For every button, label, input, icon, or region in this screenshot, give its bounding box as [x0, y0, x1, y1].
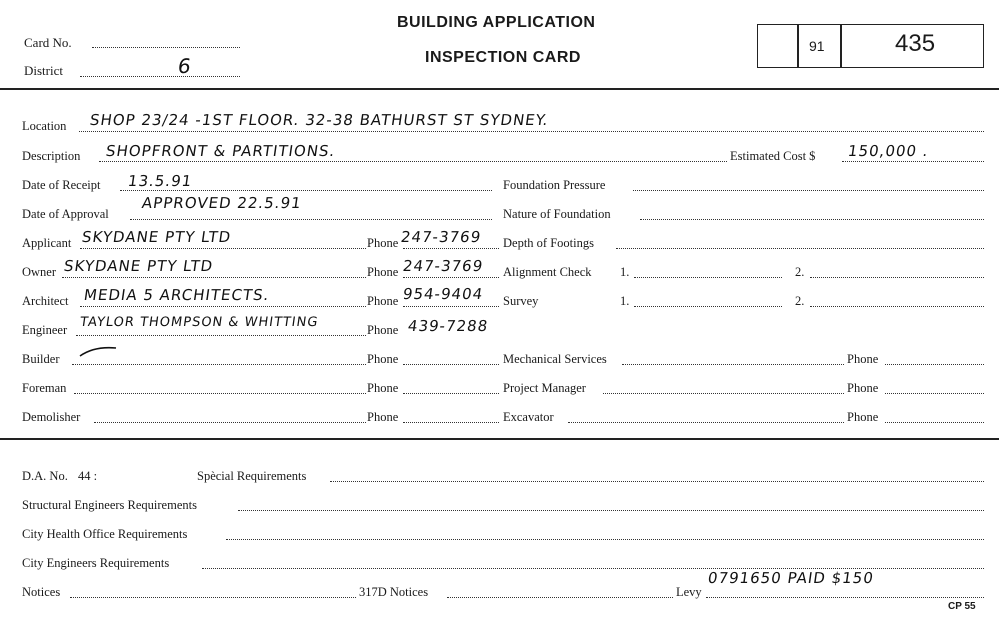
alignment-num-2: 2. [795, 265, 805, 279]
da-no-value: 44 : [78, 469, 98, 483]
survey-num-1: 1. [620, 294, 630, 308]
levy-label: Levy [676, 585, 702, 599]
location-label: Location [22, 119, 67, 133]
owner-phone-field[interactable] [403, 277, 499, 278]
excavator-field[interactable] [568, 422, 844, 423]
depth-footings-field[interactable] [616, 248, 984, 249]
box-number: 435 [895, 30, 936, 57]
alignment-check-field-2[interactable] [810, 277, 984, 278]
alignment-check-label: Alignment Check [503, 265, 592, 279]
header-rule [0, 88, 999, 90]
box-divider [840, 24, 842, 68]
owner-phone-value: 247-3769 [401, 257, 485, 275]
applicant-label: Applicant [22, 236, 72, 250]
structural-requirements-field[interactable] [238, 510, 984, 511]
box-code: 91 [809, 38, 825, 54]
levy-value: 0791650 PAID $150 [706, 569, 876, 587]
phone-label: Phone [367, 236, 399, 250]
foundation-pressure-label: Foundation Pressure [503, 178, 606, 192]
card-no-field[interactable] [92, 47, 240, 48]
foreman-phone-field[interactable] [403, 393, 499, 394]
title-line-2: INSPECTION CARD [425, 49, 581, 66]
district-label: District [24, 63, 63, 78]
phone-label: Phone [367, 410, 399, 424]
demolisher-phone-field[interactable] [403, 422, 499, 423]
engineer-phone-value: 439-7288 [406, 317, 490, 335]
architect-label: Architect [22, 294, 69, 308]
description-field[interactable] [99, 161, 727, 162]
notices-field[interactable] [70, 597, 356, 598]
builder-dash-mark [78, 344, 118, 358]
phone-label: Phone [847, 410, 879, 424]
notices-label: Notices [22, 585, 61, 599]
estimated-cost-value: 150,000 . [846, 142, 930, 160]
applicant-phone-field[interactable] [403, 248, 499, 249]
foundation-pressure-field[interactable] [633, 190, 984, 191]
date-receipt-value: 13.5.91 [126, 172, 194, 190]
box-divider [797, 24, 799, 68]
description-value: SHOPFRONT & PARTITIONS. [104, 142, 337, 160]
alignment-num-1: 1. [620, 265, 630, 279]
special-requirements-label: Spècial Requirements [197, 469, 307, 483]
excavator-phone-field[interactable] [885, 422, 984, 423]
project-manager-field[interactable] [603, 393, 844, 394]
engineer-label: Engineer [22, 323, 68, 337]
mechanical-phone-field[interactable] [885, 364, 984, 365]
depth-footings-label: Depth of Footings [503, 236, 594, 250]
estimated-cost-field[interactable] [842, 161, 984, 162]
date-approval-label: Date of Approval [22, 207, 109, 221]
foreman-label: Foreman [22, 381, 67, 395]
title-line-1: BUILDING APPLICATION [397, 14, 596, 31]
owner-field[interactable] [62, 277, 366, 278]
phone-label: Phone [847, 381, 879, 395]
form-code: CP 55 [948, 601, 976, 612]
date-receipt-field[interactable] [120, 190, 492, 191]
phone-label: Phone [367, 381, 399, 395]
estimated-cost-label: Estimated Cost $ [730, 149, 816, 163]
engineer-value: TAYLOR THOMPSON & WHITTING [78, 315, 320, 330]
survey-label: Survey [503, 294, 539, 308]
project-manager-label: Project Manager [503, 381, 586, 395]
applicant-value: SKYDANE PTY LTD [80, 228, 233, 246]
date-approval-value: APPROVED 22.5.91 [140, 194, 303, 212]
notices-317d-field[interactable] [447, 597, 673, 598]
survey-field-1[interactable] [634, 306, 782, 307]
architect-value: MEDIA 5 ARCHITECTS. [82, 286, 271, 304]
builder-label: Builder [22, 352, 60, 366]
description-label: Description [22, 149, 81, 163]
excavator-label: Excavator [503, 410, 554, 424]
demolisher-field[interactable] [94, 422, 366, 423]
phone-label: Phone [367, 265, 399, 279]
section-rule [0, 438, 999, 440]
health-requirements-label: City Health Office Requirements [22, 527, 188, 541]
mechanical-services-label: Mechanical Services [503, 352, 607, 366]
district-value: 6 [176, 54, 194, 78]
alignment-check-field-1[interactable] [634, 277, 782, 278]
builder-field[interactable] [72, 364, 366, 365]
owner-value: SKYDANE PTY LTD [62, 257, 215, 275]
notices-317d-label: 317D Notices [359, 585, 429, 599]
demolisher-label: Demolisher [22, 410, 81, 424]
date-receipt-label: Date of Receipt [22, 178, 101, 192]
structural-requirements-label: Structural Engineers Requirements [22, 498, 197, 512]
project-manager-phone-field[interactable] [885, 393, 984, 394]
owner-label: Owner [22, 265, 57, 279]
nature-foundation-label: Nature of Foundation [503, 207, 611, 221]
location-field[interactable] [79, 131, 984, 132]
survey-field-2[interactable] [810, 306, 984, 307]
phone-label: Phone [367, 323, 399, 337]
card-number-box [757, 24, 984, 68]
special-requirements-field[interactable] [330, 481, 984, 482]
da-no-label: D.A. No. [22, 469, 68, 483]
engineers-requirements-label: City Engineers Requirements [22, 556, 170, 570]
phone-label: Phone [367, 352, 399, 366]
engineer-field[interactable] [76, 335, 366, 336]
applicant-phone-value: 247-3769 [399, 228, 483, 246]
levy-field[interactable] [706, 597, 984, 598]
location-value: SHOP 23/24 -1ST FLOOR. 32-38 BATHURST ST SYDNEY. [88, 111, 550, 129]
architect-phone-field[interactable] [403, 306, 499, 307]
phone-label: Phone [367, 294, 399, 308]
health-requirements-field[interactable] [226, 539, 984, 540]
foreman-field[interactable] [74, 393, 366, 394]
mechanical-services-field[interactable] [622, 364, 844, 365]
nature-foundation-field[interactable] [640, 219, 984, 220]
survey-num-2: 2. [795, 294, 805, 308]
district-field[interactable] [80, 76, 240, 77]
phone-label: Phone [847, 352, 879, 366]
builder-phone-field[interactable] [403, 364, 499, 365]
architect-phone-value: 954-9404 [401, 285, 485, 303]
card-no-label: Card No. [24, 35, 72, 50]
applicant-field[interactable] [80, 248, 366, 249]
date-approval-field[interactable] [130, 219, 492, 220]
architect-field[interactable] [80, 306, 366, 307]
